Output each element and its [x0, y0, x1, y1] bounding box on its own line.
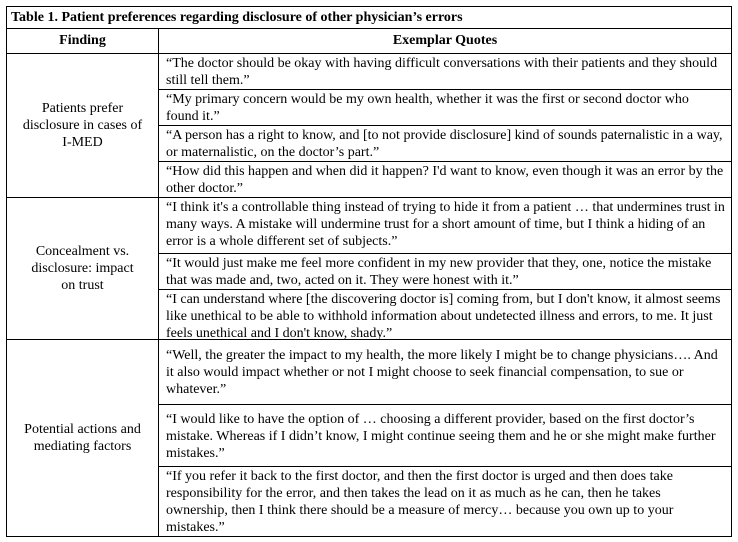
- quotes-cell: [159, 54, 731, 197]
- quote-text: “I think it's a controllable thing instead of trying to hide it from a patient … that undermines trust in many ways. A mistake will undermine trust for a short amount of time, but I think a hiding of an error is a whole different set of subjects.”: [159, 198, 731, 254]
- header-finding: Finding: [7, 29, 159, 53]
- patient-preferences-table: [6, 6, 732, 537]
- quote-text: “I would like to have the option of … choosing a different provider, based on the first doctor’s mistake. Whereas if I didn’t know, I might continue seeing them and he or she might make further mistakes.”: [159, 405, 731, 467]
- quote-text: “A person has a right to know, and [to not provide disclosure] kind of sounds paternalistic in a way, or maternalistic, on the doctor’s part.”: [159, 126, 731, 162]
- finding-cell: Potential actions and mediating factors: [7, 340, 159, 536]
- quote-text: “It would just make me feel more confident in my new provider that they, one, notice the mistake that was made and, two, acted on it. They were honest with it.”: [159, 254, 731, 290]
- header-exemplar-quotes: Exemplar Quotes: [392, 33, 498, 48]
- finding-cell: Concealment vs. disclosure: impact on trust: [7, 198, 159, 339]
- table-header-row: [7, 29, 731, 54]
- quotes-cell: [159, 198, 731, 339]
- quote-text: “I can understand where [the discovering doctor is] coming from, but I don't know, it almost seems like unethical to be able to withhold information about undetected illness and errors, to me. It just feels unethical and I don't know, shady.”: [166, 292, 721, 341]
- quote-text: “The doctor should be okay with having difficult conversations with their patients and they should still tell them.”: [159, 54, 731, 90]
- table-caption: Table 1. Patient preferences regarding disclosure of other physician’s errors: [7, 7, 731, 29]
- quotes-cell: [159, 340, 731, 536]
- table-row-group: [7, 340, 731, 536]
- quote-text: “My primary concern would be my own health, whether it was the first or second doctor who found it.”: [159, 90, 731, 126]
- table-row-group: [7, 198, 731, 340]
- finding-cell: Patients prefer disclosure in cases of I-MED: [7, 54, 159, 197]
- quote-text: “How did this happen and when did it happen? I'd want to know, even though it was an error by the other doctor.”: [166, 164, 724, 196]
- quote-text: “If you refer it back to the first doctor, and then the first doctor is urged and then does take responsibility for the error, and then takes the lead on it as much as he can, then he takes ownership, then I think there should be a measure of mercy… because you own up to your mistakes.”: [166, 469, 674, 535]
- table-row-group: [7, 54, 731, 198]
- quote-text: “Well, the greater the impact to my health, the more likely I might be to change physicians…. And it also would impact whether or not I might choose to seek financial compensation, to sue or whatever.”: [159, 340, 731, 405]
